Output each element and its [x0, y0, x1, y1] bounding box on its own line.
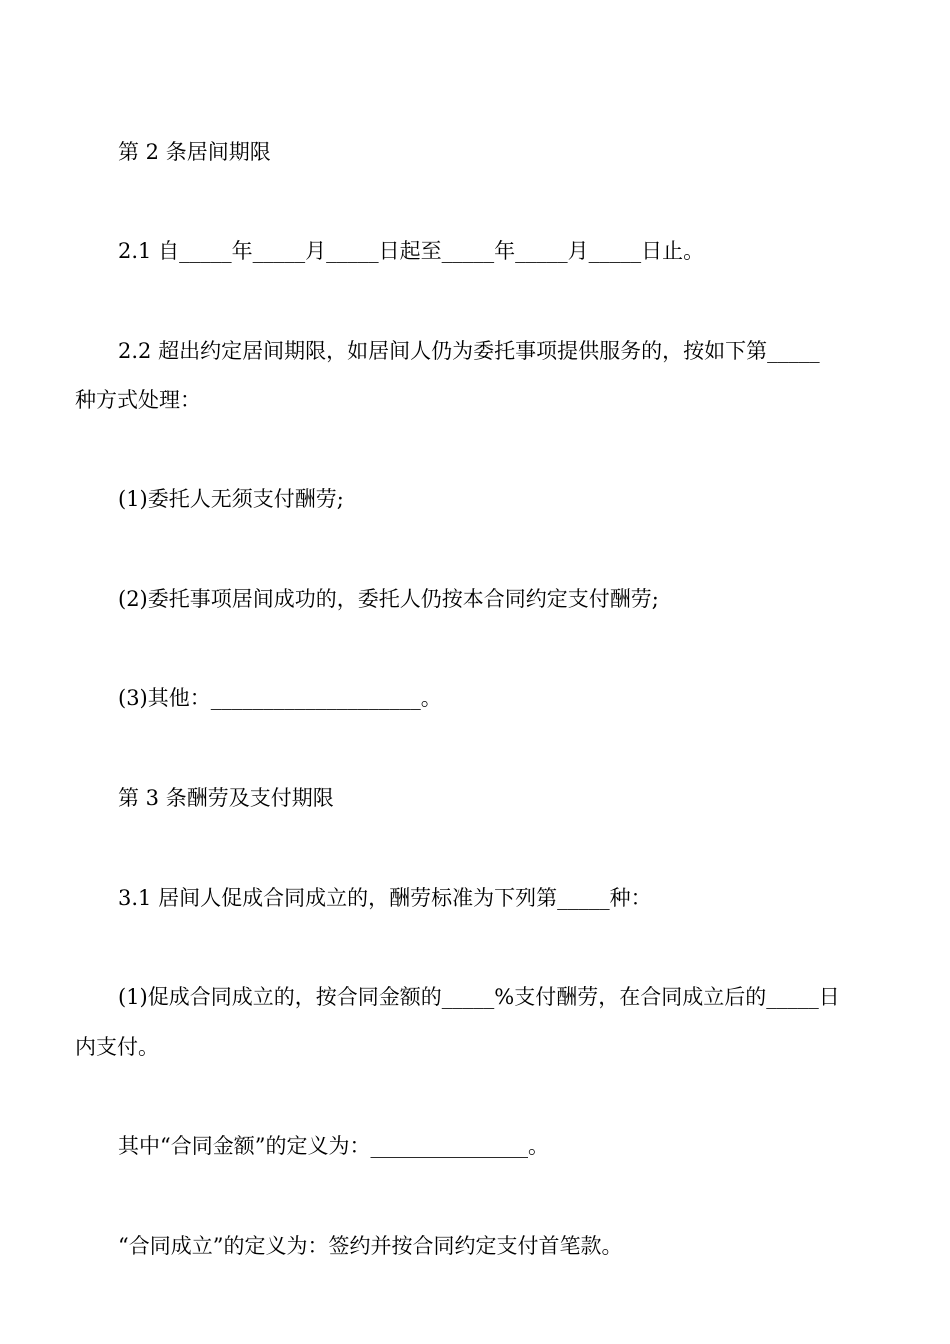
option-3: (3)其他：____________________。	[118, 686, 442, 710]
clause-3-1-option-1-line-1: (1)促成合同成立的，按合同金额的_____%支付酬劳，在合同成立后的_____日	[118, 985, 840, 1009]
article-3-heading: 第 3 条酬劳及支付期限	[118, 786, 334, 810]
contract-formation-definition: “合同成立”的定义为：签约并按合同约定支付首笔款。	[118, 1234, 623, 1258]
clause-2-1: 2.1 自_____年_____月_____日起至_____年_____月_____日止。	[118, 239, 705, 263]
clause-2-2-line-2: 种方式处理：	[75, 388, 201, 412]
option-2: (2)委托事项居间成功的，委托人仍按本合同约定支付酬劳;	[118, 587, 659, 611]
clause-3-1-option-1-line-2: 内支付。	[75, 1035, 159, 1059]
contract-amount-definition: 其中“合同金额”的定义为：_______________。	[118, 1134, 549, 1158]
option-1: (1)委托人无须支付酬劳;	[118, 487, 344, 511]
article-2-heading: 第 2 条居间期限	[118, 140, 271, 164]
clause-2-2-line-1: 2.2 超出约定居间期限，如居间人仍为委托事项提供服务的，按如下第_____	[118, 339, 820, 363]
clause-3-1: 3.1 居间人促成合同成立的，酬劳标准为下列第_____种：	[118, 886, 652, 910]
